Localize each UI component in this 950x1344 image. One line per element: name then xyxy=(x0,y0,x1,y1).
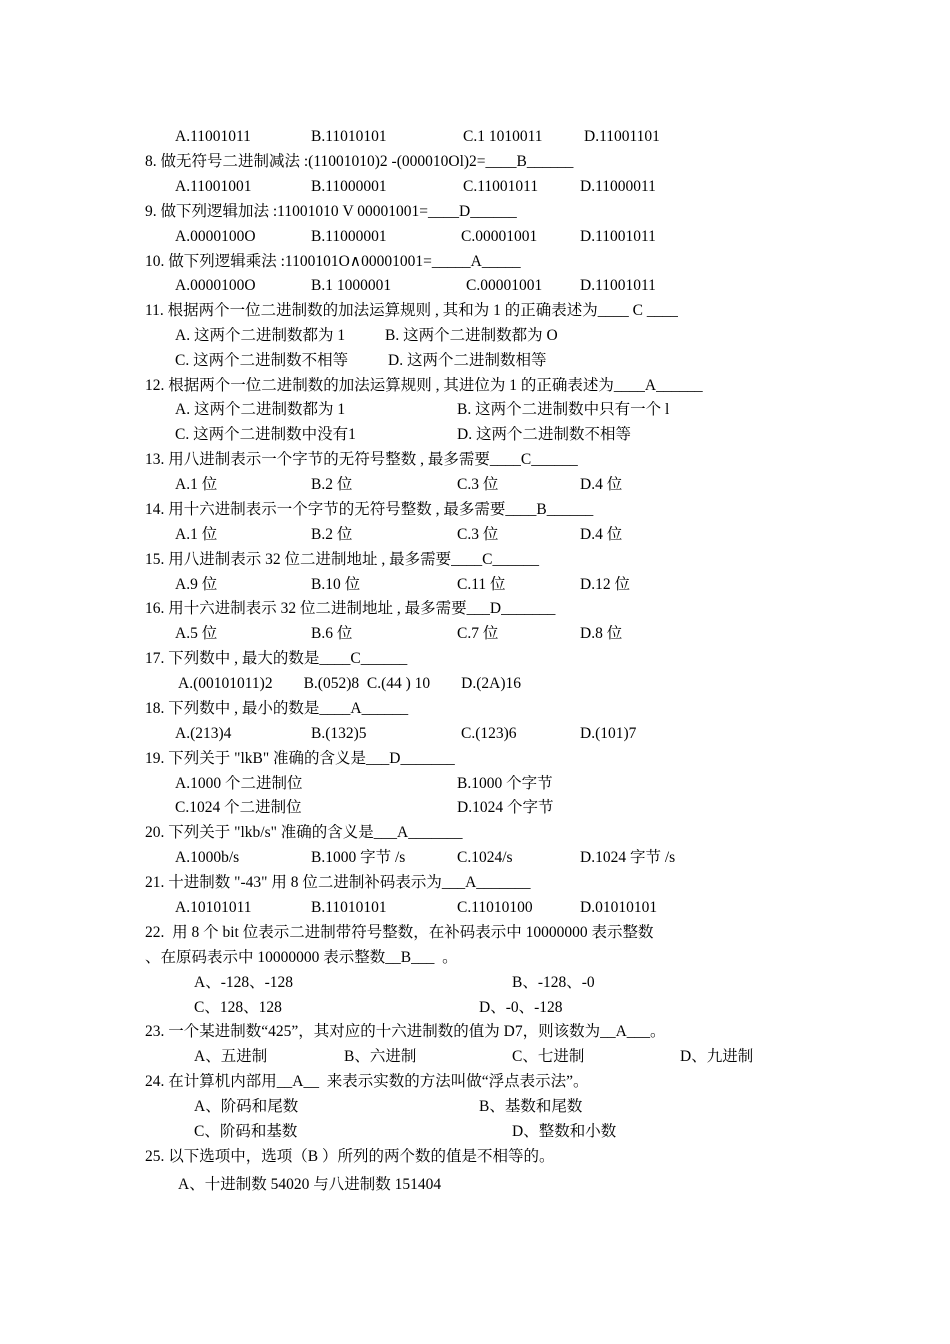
question-22: 22. 用 8 个 bit 位表示二进制带符号整数，在补码表示中 10000000 表示整数 xyxy=(145,924,654,941)
option-c: C.11001011 xyxy=(463,178,539,195)
option-d: D.11001011 xyxy=(580,228,656,245)
question-17: 17. 下列数中 , 最大的数是____C______ xyxy=(145,650,408,667)
option-b: B.1000 字节 /s xyxy=(311,849,406,866)
option-b: B.6 位 xyxy=(311,625,353,642)
option-a: A.0000100O xyxy=(175,228,256,245)
option-d: D.11001101 xyxy=(584,128,660,145)
option-b: B.11010101 xyxy=(311,128,387,145)
option-d: D.(101)7 xyxy=(580,725,637,742)
option-a: A、阶码和尾数 xyxy=(194,1098,299,1115)
question-13: 13. 用八进制表示一个字节的无符号整数 , 最多需要____C______ xyxy=(145,451,578,468)
option-d: D.12 位 xyxy=(580,576,630,593)
option-b: B.11000001 xyxy=(311,228,387,245)
option-c: C、阶码和基数 xyxy=(194,1123,298,1140)
option-c: C.11 位 xyxy=(457,576,506,593)
option-a: A.1000b/s xyxy=(175,849,240,866)
option-a: A.11001001 xyxy=(175,178,252,195)
option-a: A.11001011 xyxy=(175,128,251,145)
option-b: B.(132)5 xyxy=(311,725,367,742)
option-d: D、-0、-128 xyxy=(479,999,563,1016)
option-c: C. 这两个二进制数中没有1 xyxy=(175,426,356,443)
option-a: A.1 位 xyxy=(175,526,218,543)
option-a: A. 这两个二进制数都为 1 xyxy=(175,327,346,344)
option-b: B.11010101 xyxy=(311,899,387,916)
question-25: 25. 以下选项中，选项（B ）所列的两个数的值是不相等的。 xyxy=(145,1148,555,1165)
option-a: A.1000 个二进制位 xyxy=(175,775,303,792)
option-d: D.4 位 xyxy=(580,526,623,543)
question-9: 9. 做下列逻辑加法 :11001010 V 00001001=____D______ xyxy=(145,203,517,220)
option-d: D.8 位 xyxy=(580,625,623,642)
option-d: D.11000011 xyxy=(580,178,656,195)
option-d: D.1024 字节 /s xyxy=(580,849,676,866)
question-16: 16. 用十六进制表示 32 位二进制地址 , 最多需要___D_______ xyxy=(145,600,556,617)
question-10: 10. 做下列逻辑乘法 :1100101O∧00001001=_____A_____ xyxy=(145,253,521,270)
option-c: C.11010100 xyxy=(457,899,533,916)
question-18: 18. 下列数中 , 最小的数是____A______ xyxy=(145,700,409,717)
options-line: A.(00101011)2 B.(052)8 C.(44 ) 10 D.(2A)16 xyxy=(178,675,521,692)
option-d: D.4 位 xyxy=(580,476,623,493)
option-a: A、十进制数 54020 与八进制数 151404 xyxy=(178,1176,442,1193)
option-c: C.00001001 xyxy=(461,228,538,245)
question-21: 21. 十进制数 "-43" 用 8 位二进制补码表示为___A_______ xyxy=(145,874,531,891)
option-a: A.0000100O xyxy=(175,277,256,294)
option-a: A.10101011 xyxy=(175,899,252,916)
option-d: D.1024 个字节 xyxy=(457,799,554,816)
option-c: C.1024/s xyxy=(457,849,513,866)
question-15: 15. 用八进制表示 32 位二进制地址 , 最多需要____C______ xyxy=(145,551,539,568)
option-d: D、九进制 xyxy=(680,1048,754,1065)
option-a: A.5 位 xyxy=(175,625,218,642)
question-11: 11. 根据两个一位二进制数的加法运算规则 , 其和为 1 的正确表述为____ C ____ xyxy=(145,302,678,319)
option-c: C.(123)6 xyxy=(461,725,517,742)
option-c: C.1 1010011 xyxy=(463,128,543,145)
option-c: C.00001001 xyxy=(466,277,543,294)
question-8: 8. 做无符号二进制减法 :(11001010)2 -(000010Ol)2=____B______ xyxy=(145,153,574,170)
option-b: B、基数和尾数 xyxy=(479,1098,583,1115)
option-b: B、-128、-0 xyxy=(512,974,595,991)
option-c: C.7 位 xyxy=(457,625,499,642)
option-c: C. 这两个二进制数不相等 xyxy=(175,352,349,369)
question-24: 24. 在计算机内部用__A__ 来表示实数的方法叫做“浮点表示法”。 xyxy=(145,1073,589,1090)
option-a: A、-128、-128 xyxy=(194,974,294,991)
option-b: B.2 位 xyxy=(311,526,353,543)
question-22-continued: 、在原码表示中 10000000 表示整数__B___ 。 xyxy=(145,949,458,966)
option-a: A.1 位 xyxy=(175,476,218,493)
option-a: A.9 位 xyxy=(175,576,218,593)
option-d: D.11001011 xyxy=(580,277,656,294)
option-c: C.3 位 xyxy=(457,476,499,493)
question-20: 20. 下列关于 "lkb/s" 准确的含义是___A_______ xyxy=(145,824,463,841)
option-b: B.1 1000001 xyxy=(311,277,392,294)
question-14: 14. 用十六进制表示一个字节的无符号整数 , 最多需要____B______ xyxy=(145,501,594,518)
option-d: D.01010101 xyxy=(580,899,658,916)
option-b: B.11000001 xyxy=(311,178,387,195)
question-23: 23. 一个某进制数“425”，其对应的十六进制数的值为 D7，则该数为__A___。 xyxy=(145,1023,666,1040)
option-b: B.1000 个字节 xyxy=(457,775,553,792)
option-d: D、整数和小数 xyxy=(512,1123,617,1140)
option-c: C.3 位 xyxy=(457,526,499,543)
option-d: D. 这两个二进制数不相等 xyxy=(457,426,631,443)
option-a: A. 这两个二进制数都为 1 xyxy=(175,401,346,418)
option-d: D. 这两个二进制数相等 xyxy=(388,352,547,369)
option-b: B. 这两个二进制数中只有一个 l xyxy=(457,401,670,418)
option-b: B.10 位 xyxy=(311,576,361,593)
question-19: 19. 下列关于 "lkB" 准确的含义是___D_______ xyxy=(145,750,455,767)
option-a: A.(213)4 xyxy=(175,725,232,742)
option-c: C、七进制 xyxy=(512,1048,585,1065)
option-b: B、六进制 xyxy=(344,1048,417,1065)
option-c: C.1024 个二进制位 xyxy=(175,799,302,816)
question-12: 12. 根据两个一位二进制数的加法运算规则 , 其进位为 1 的正确表述为____A______ xyxy=(145,377,703,394)
option-c: C、128、128 xyxy=(194,999,282,1016)
option-a: A、五进制 xyxy=(194,1048,268,1065)
option-b: B. 这两个二进制数都为 O xyxy=(385,327,558,344)
option-b: B.2 位 xyxy=(311,476,353,493)
